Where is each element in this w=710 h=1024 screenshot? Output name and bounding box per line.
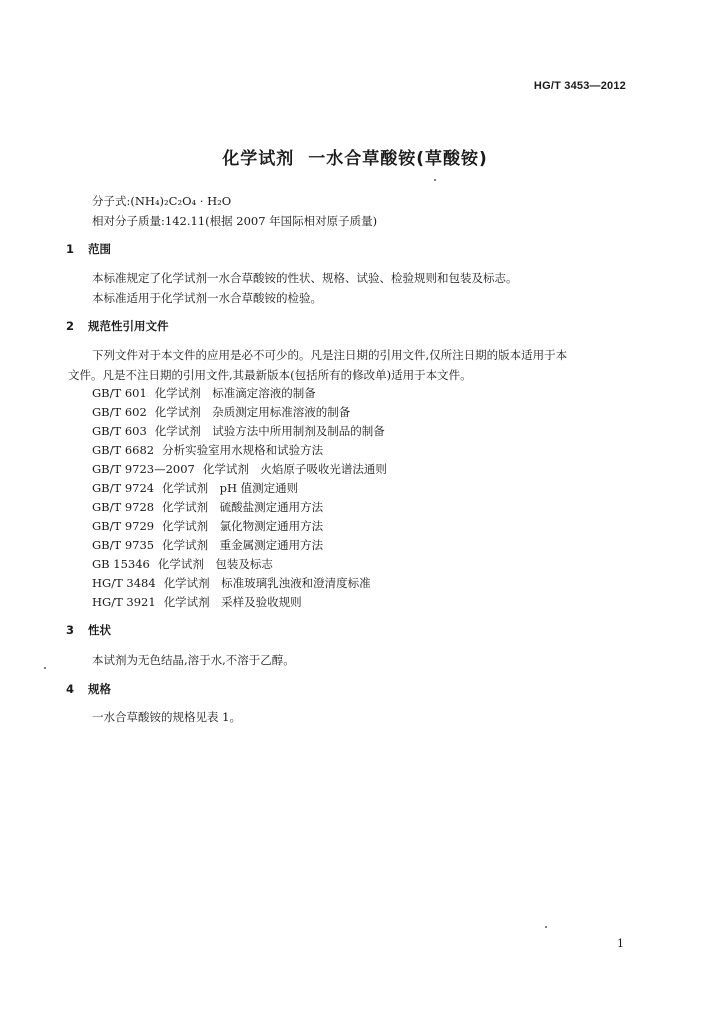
section-1-paragraph: 本标准适用于化学试剂一水合草酸铵的检验。: [92, 291, 322, 305]
molecular-mass: 相对分子质量:142.11(根据 2007 年国际相对原子质量): [92, 214, 378, 228]
section-number: 2: [66, 319, 75, 333]
reference-code: GB/T 6682: [92, 443, 155, 457]
reference-title: 化学试剂 采样及验收规则: [163, 595, 302, 609]
title-part-2: 一水合草酸铵(草酸铵): [308, 149, 488, 169]
scan-speck: [545, 926, 547, 928]
reference-title: 化学试剂 杂质测定用标准溶液的制备: [154, 405, 351, 419]
scan-speck: [434, 179, 436, 181]
section-1-heading: [66, 241, 111, 257]
reference-title: 化学试剂 硫酸盐测定通用方法: [162, 500, 324, 514]
reference-item: [92, 423, 385, 439]
reference-item: [92, 594, 302, 610]
standard-code: HG/T 3453—2012: [533, 80, 626, 92]
reference-item: [92, 575, 371, 591]
section-number: 1: [66, 242, 75, 256]
reference-item: [92, 556, 273, 572]
section-2-intro: 文件。凡是不注日期的引用文件,其最新版本(包括所有的修改单)适用于本文件。: [68, 368, 472, 382]
reference-title: 化学试剂 试验方法中所用制剂及制品的制备: [154, 424, 385, 438]
reference-code: GB/T 9729: [92, 519, 155, 533]
reference-title: 化学试剂 标准玻璃乳浊液和澄清度标准: [163, 576, 371, 590]
section-title: 规格: [88, 682, 111, 696]
reference-code: HG/T 3921: [92, 595, 156, 609]
reference-code: GB/T 602: [92, 405, 147, 419]
reference-item: [92, 480, 298, 496]
reference-item: [92, 461, 387, 477]
document-title: [0, 144, 710, 169]
reference-code: GB/T 9724: [92, 481, 155, 495]
reference-title: 化学试剂 标准滴定溶液的制备: [154, 386, 316, 400]
title-part-1: 化学试剂: [222, 149, 295, 169]
reference-item: [92, 385, 316, 401]
reference-item: [92, 518, 323, 534]
section-2-heading: [66, 318, 169, 334]
reference-item: [92, 537, 323, 553]
section-4-heading: [66, 681, 111, 697]
section-title: 规范性引用文件: [88, 319, 169, 333]
section-number: 3: [66, 623, 75, 637]
page-number: 1: [617, 937, 624, 950]
reference-item: [92, 404, 350, 420]
section-3-heading: [66, 622, 111, 638]
section-number: 4: [66, 682, 75, 696]
reference-item: [92, 499, 323, 515]
reference-item: [92, 442, 323, 458]
reference-title: 化学试剂 重金属测定通用方法: [162, 538, 324, 552]
reference-code: GB/T 9723—2007: [92, 462, 195, 476]
section-title: 性状: [88, 623, 111, 637]
section-title: 范围: [88, 242, 111, 256]
reference-title: 分析实验室用水规格和试验方法: [162, 443, 324, 457]
reference-title: 化学试剂 氯化物测定通用方法: [162, 519, 324, 533]
reference-code: GB/T 9735: [92, 538, 155, 552]
section-4-paragraph: 一水合草酸铵的规格见表 1。: [92, 710, 241, 724]
section-1-paragraph: 本标准规定了化学试剂一水合草酸铵的性状、规格、试验、检验规则和包装及标志。: [92, 271, 518, 285]
reference-code: HG/T 3484: [92, 576, 156, 590]
reference-code: GB/T 9728: [92, 500, 155, 514]
scan-speck: [44, 667, 46, 669]
reference-title: 化学试剂 包装及标志: [157, 557, 273, 571]
reference-code: GB 15346: [92, 557, 150, 571]
section-2-intro: 下列文件对于本文件的应用是必不可少的。凡是注日期的引用文件,仅所注日期的版本适用于本: [92, 348, 568, 362]
reference-code: GB/T 601: [92, 386, 147, 400]
reference-code: GB/T 603: [92, 424, 147, 438]
reference-title: 化学试剂 pH 值测定通则: [162, 481, 299, 495]
section-3-paragraph: 本试剂为无色结晶,溶于水,不溶于乙醇。: [92, 653, 295, 667]
reference-title: 化学试剂 火焰原子吸收光谱法通则: [202, 462, 387, 476]
molecular-formula: 分子式:(NH₄)₂C₂O₄ · H₂O: [92, 194, 232, 208]
